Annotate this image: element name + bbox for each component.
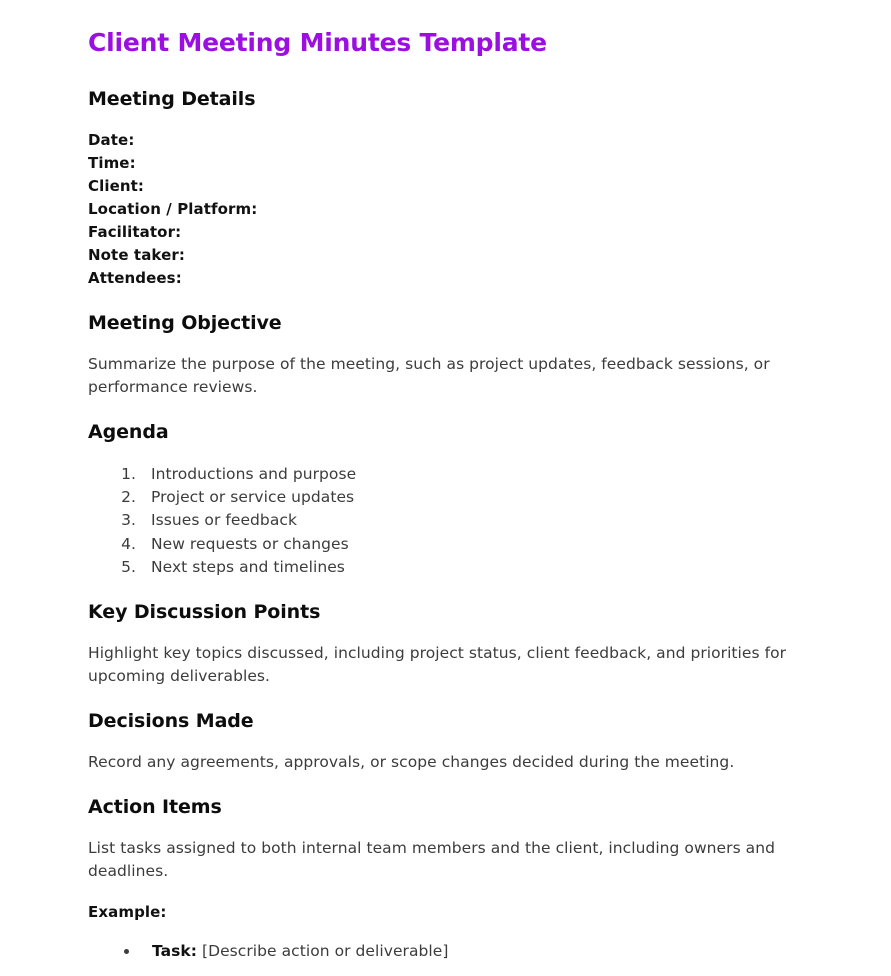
section-heading-agenda: Agenda <box>88 421 169 443</box>
section-heading-key-discussion-points: Key Discussion Points <box>88 601 321 624</box>
spacer <box>88 399 803 419</box>
key-discussion-points-body: Highlight key topics discussed, including project status, client feedback, and priorities for upcoming deliverables. <box>88 644 787 686</box>
spacer <box>88 625 803 642</box>
decisions-made-body: Record any agreements, approvals, or scope changes decided during the meeting. <box>88 753 735 772</box>
spacer <box>88 445 803 463</box>
page-title: Client Meeting Minutes Template <box>88 28 547 57</box>
meeting-objective-body: Summarize the purpose of the meeting, such as project updates, feedback sessions, or performance reviews. <box>88 355 770 396</box>
list-item: Date: <box>88 131 135 149</box>
example-label: Example: <box>88 903 167 922</box>
list-item: Attendees: <box>88 269 182 287</box>
spacer <box>88 688 803 708</box>
spacer <box>88 883 803 901</box>
spacer <box>88 820 803 837</box>
spacer <box>88 290 803 310</box>
list-item: Client: <box>88 177 145 195</box>
list-item: 4. New requests or changes <box>141 533 803 556</box>
list-item: Facilitator: <box>88 223 182 241</box>
list-item <box>140 940 803 963</box>
agenda-list <box>88 463 803 579</box>
list-item: Note taker: <box>88 246 185 264</box>
example-item-text: [Describe action or deliverable] <box>202 942 449 961</box>
spacer <box>88 112 803 129</box>
spacer <box>88 336 803 353</box>
example-item-list <box>88 940 803 963</box>
list-item: 1. Introductions and purpose <box>141 463 803 486</box>
section-heading-meeting-objective: Meeting Objective <box>88 312 282 334</box>
spacer <box>88 60 803 86</box>
spacer <box>88 734 803 751</box>
spacer <box>88 774 803 794</box>
meeting-details-field-list <box>88 129 803 290</box>
list-item: Time: <box>88 154 136 172</box>
example-item-lead: Task: <box>152 942 198 961</box>
section-heading-meeting-details: Meeting Details <box>88 88 256 110</box>
list-item: 3. Issues or feedback <box>141 509 803 532</box>
section-heading-decisions-made: Decisions Made <box>88 710 254 733</box>
list-item: 5. Next steps and timelines <box>141 556 803 579</box>
spacer <box>88 923 803 940</box>
spacer <box>88 579 803 599</box>
list-item: Location / Platform: <box>88 200 258 218</box>
section-heading-action-items: Action Items <box>88 796 222 819</box>
action-items-body: List tasks assigned to both internal team members and the client, including owners and deadlines. <box>88 839 775 881</box>
list-item: 2. Project or service updates <box>141 486 803 509</box>
